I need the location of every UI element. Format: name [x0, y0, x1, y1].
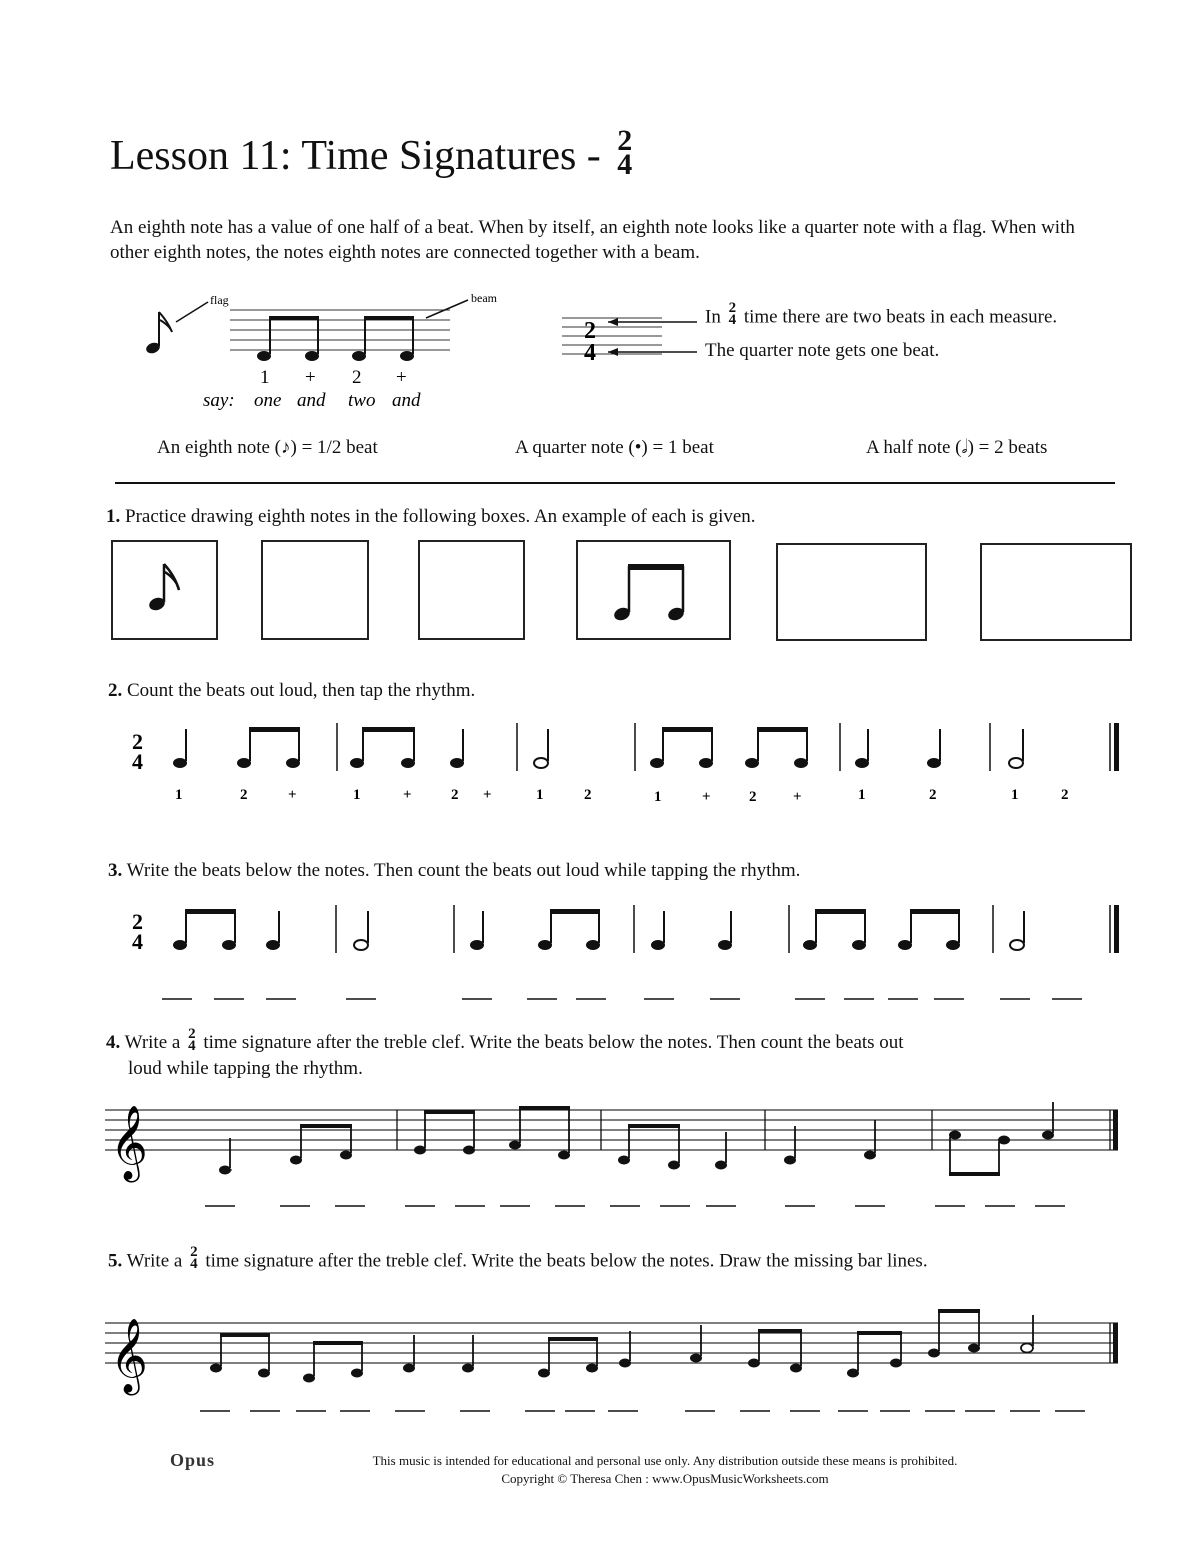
- diagram-count: 1: [260, 367, 270, 388]
- ts-top-number: 2: [584, 318, 596, 344]
- staff-lines: [105, 1110, 1118, 1150]
- count: +: [288, 787, 297, 803]
- ts-explanation-line2: The quarter note gets one beat.: [705, 340, 940, 361]
- exercise-4-staff: [0, 1090, 1200, 1220]
- footer-line-1: This music is intended for educational and personal use only. Any distribution outside these means is prohibited.: [372, 1453, 958, 1468]
- practice-box[interactable]: [776, 543, 927, 641]
- example-eighth-note: [113, 542, 216, 638]
- melody-notes: [210, 1309, 1118, 1383]
- section-divider: [115, 482, 1115, 484]
- exercise-5-staff: [0, 1295, 1200, 1425]
- exercise-1-instruction: 1. Practice drawing eighth notes in the following boxes. An example of each is given.: [106, 506, 756, 527]
- rhythm-notes: [173, 905, 1119, 953]
- exercise-5-instruction: 5. Write a 2 4 time signature after the treble clef. Write the beats below the notes. Draw the missing bar lines.: [108, 1244, 928, 1272]
- practice-box[interactable]: [418, 540, 525, 640]
- count: +: [702, 789, 711, 805]
- treble-clef-icon: 𝄞: [110, 1107, 148, 1178]
- diagram-staff: [230, 310, 450, 350]
- count: 2: [749, 789, 757, 805]
- time-signature-bottom: 4: [132, 749, 143, 774]
- exercise-4-instruction: 4. Write a 2 4 time signature after the treble clef. Write the beats below the notes. Then count the beats out loud while tapping the rhythm.: [106, 1025, 904, 1079]
- rhythm-counts: [175, 787, 1069, 805]
- eighth-note-value: An eighth note (♪) = 1/2 beat: [157, 437, 378, 458]
- count: 2: [929, 787, 937, 803]
- say-word: and: [297, 390, 326, 411]
- intro-paragraph: An eighth note has a value of one half of a beat. When by itself, an eighth note looks like a quarter note with a flag. When with other eighth notes, the notes eighth notes are connected together with a beam.: [110, 217, 1075, 263]
- beamed-eighth-notes: [257, 316, 414, 361]
- footer-line-2: Copyright © Theresa Chen : www.OpusMusicWorksheets.com: [501, 1471, 829, 1486]
- diagram-count: +: [305, 367, 316, 388]
- say-word: and: [392, 390, 421, 411]
- say-word: two: [348, 390, 376, 411]
- diagram-count: +: [396, 367, 407, 388]
- count: +: [483, 787, 492, 803]
- count: 1: [353, 787, 361, 803]
- single-eighth-note: [145, 312, 172, 355]
- eighth-note-diagram: [0, 0, 1200, 480]
- count: 2: [240, 787, 248, 803]
- count: 1: [654, 789, 662, 805]
- melody-notes: [219, 1102, 1118, 1176]
- count: +: [403, 787, 412, 803]
- title-text: Lesson 11: Time Signatures -: [110, 133, 612, 179]
- count: 2: [1061, 787, 1069, 803]
- ts-bottom-number: 4: [584, 340, 596, 366]
- half-note-value: A half note (𝅗𝅥) = 2 beats: [866, 437, 1048, 458]
- inline-time-signature: 2 4: [188, 1025, 196, 1054]
- treble-clef-icon: 𝄞: [110, 1320, 148, 1391]
- count: 2: [584, 787, 592, 803]
- ts-explanation-line1: In 2 4 time there are two beats in each measure.: [705, 300, 1058, 328]
- practice-box[interactable]: [980, 543, 1132, 641]
- half-note-icon: 𝅗𝅥: [961, 437, 968, 458]
- rhythm-notes: [173, 723, 1119, 771]
- footer-notice: [285, 1452, 1045, 1488]
- exercise-2-rhythm: [0, 715, 1200, 815]
- practice-box[interactable]: [111, 540, 218, 640]
- diagram-count: 2: [352, 367, 362, 388]
- count: 1: [858, 787, 866, 803]
- count: 1: [536, 787, 544, 803]
- exercise-3-rhythm: [0, 895, 1200, 1010]
- say-word: one: [254, 390, 282, 411]
- beam-label: beam: [471, 291, 497, 305]
- practice-box[interactable]: [576, 540, 731, 640]
- exercise-3-instruction: 3. Write the beats below the notes. Then count the beats out loud while tapping the rhythm.: [108, 860, 801, 881]
- count: 1: [1011, 787, 1019, 803]
- quarter-note-value: A quarter note (•) = 1 beat: [515, 437, 714, 458]
- time-signature-top: 2: [132, 729, 143, 754]
- beam-pointer: [426, 300, 468, 318]
- flag-pointer: [176, 302, 208, 322]
- quarter-note-icon: •: [634, 437, 642, 458]
- example-beamed-eighth-notes: [578, 542, 729, 638]
- inline-time-signature: 2 4: [728, 300, 737, 328]
- count: +: [793, 789, 802, 805]
- time-signature-top: 2: [132, 909, 143, 934]
- say-label: say:: [203, 390, 235, 411]
- time-signature-bottom: 4: [132, 929, 143, 954]
- count: 1: [175, 787, 183, 803]
- flag-label: flag: [210, 293, 229, 307]
- staff-lines: [105, 1323, 1118, 1363]
- exercise-2-instruction: 2. Count the beats out loud, then tap the rhythm.: [108, 680, 476, 701]
- practice-box[interactable]: [261, 540, 369, 640]
- opus-logo: Opus: [170, 1450, 216, 1470]
- title-time-signature: 2 4: [617, 124, 633, 182]
- eighth-note-icon: ♪: [281, 437, 291, 458]
- count: 2: [451, 787, 459, 803]
- inline-time-signature: 2 4: [190, 1244, 198, 1272]
